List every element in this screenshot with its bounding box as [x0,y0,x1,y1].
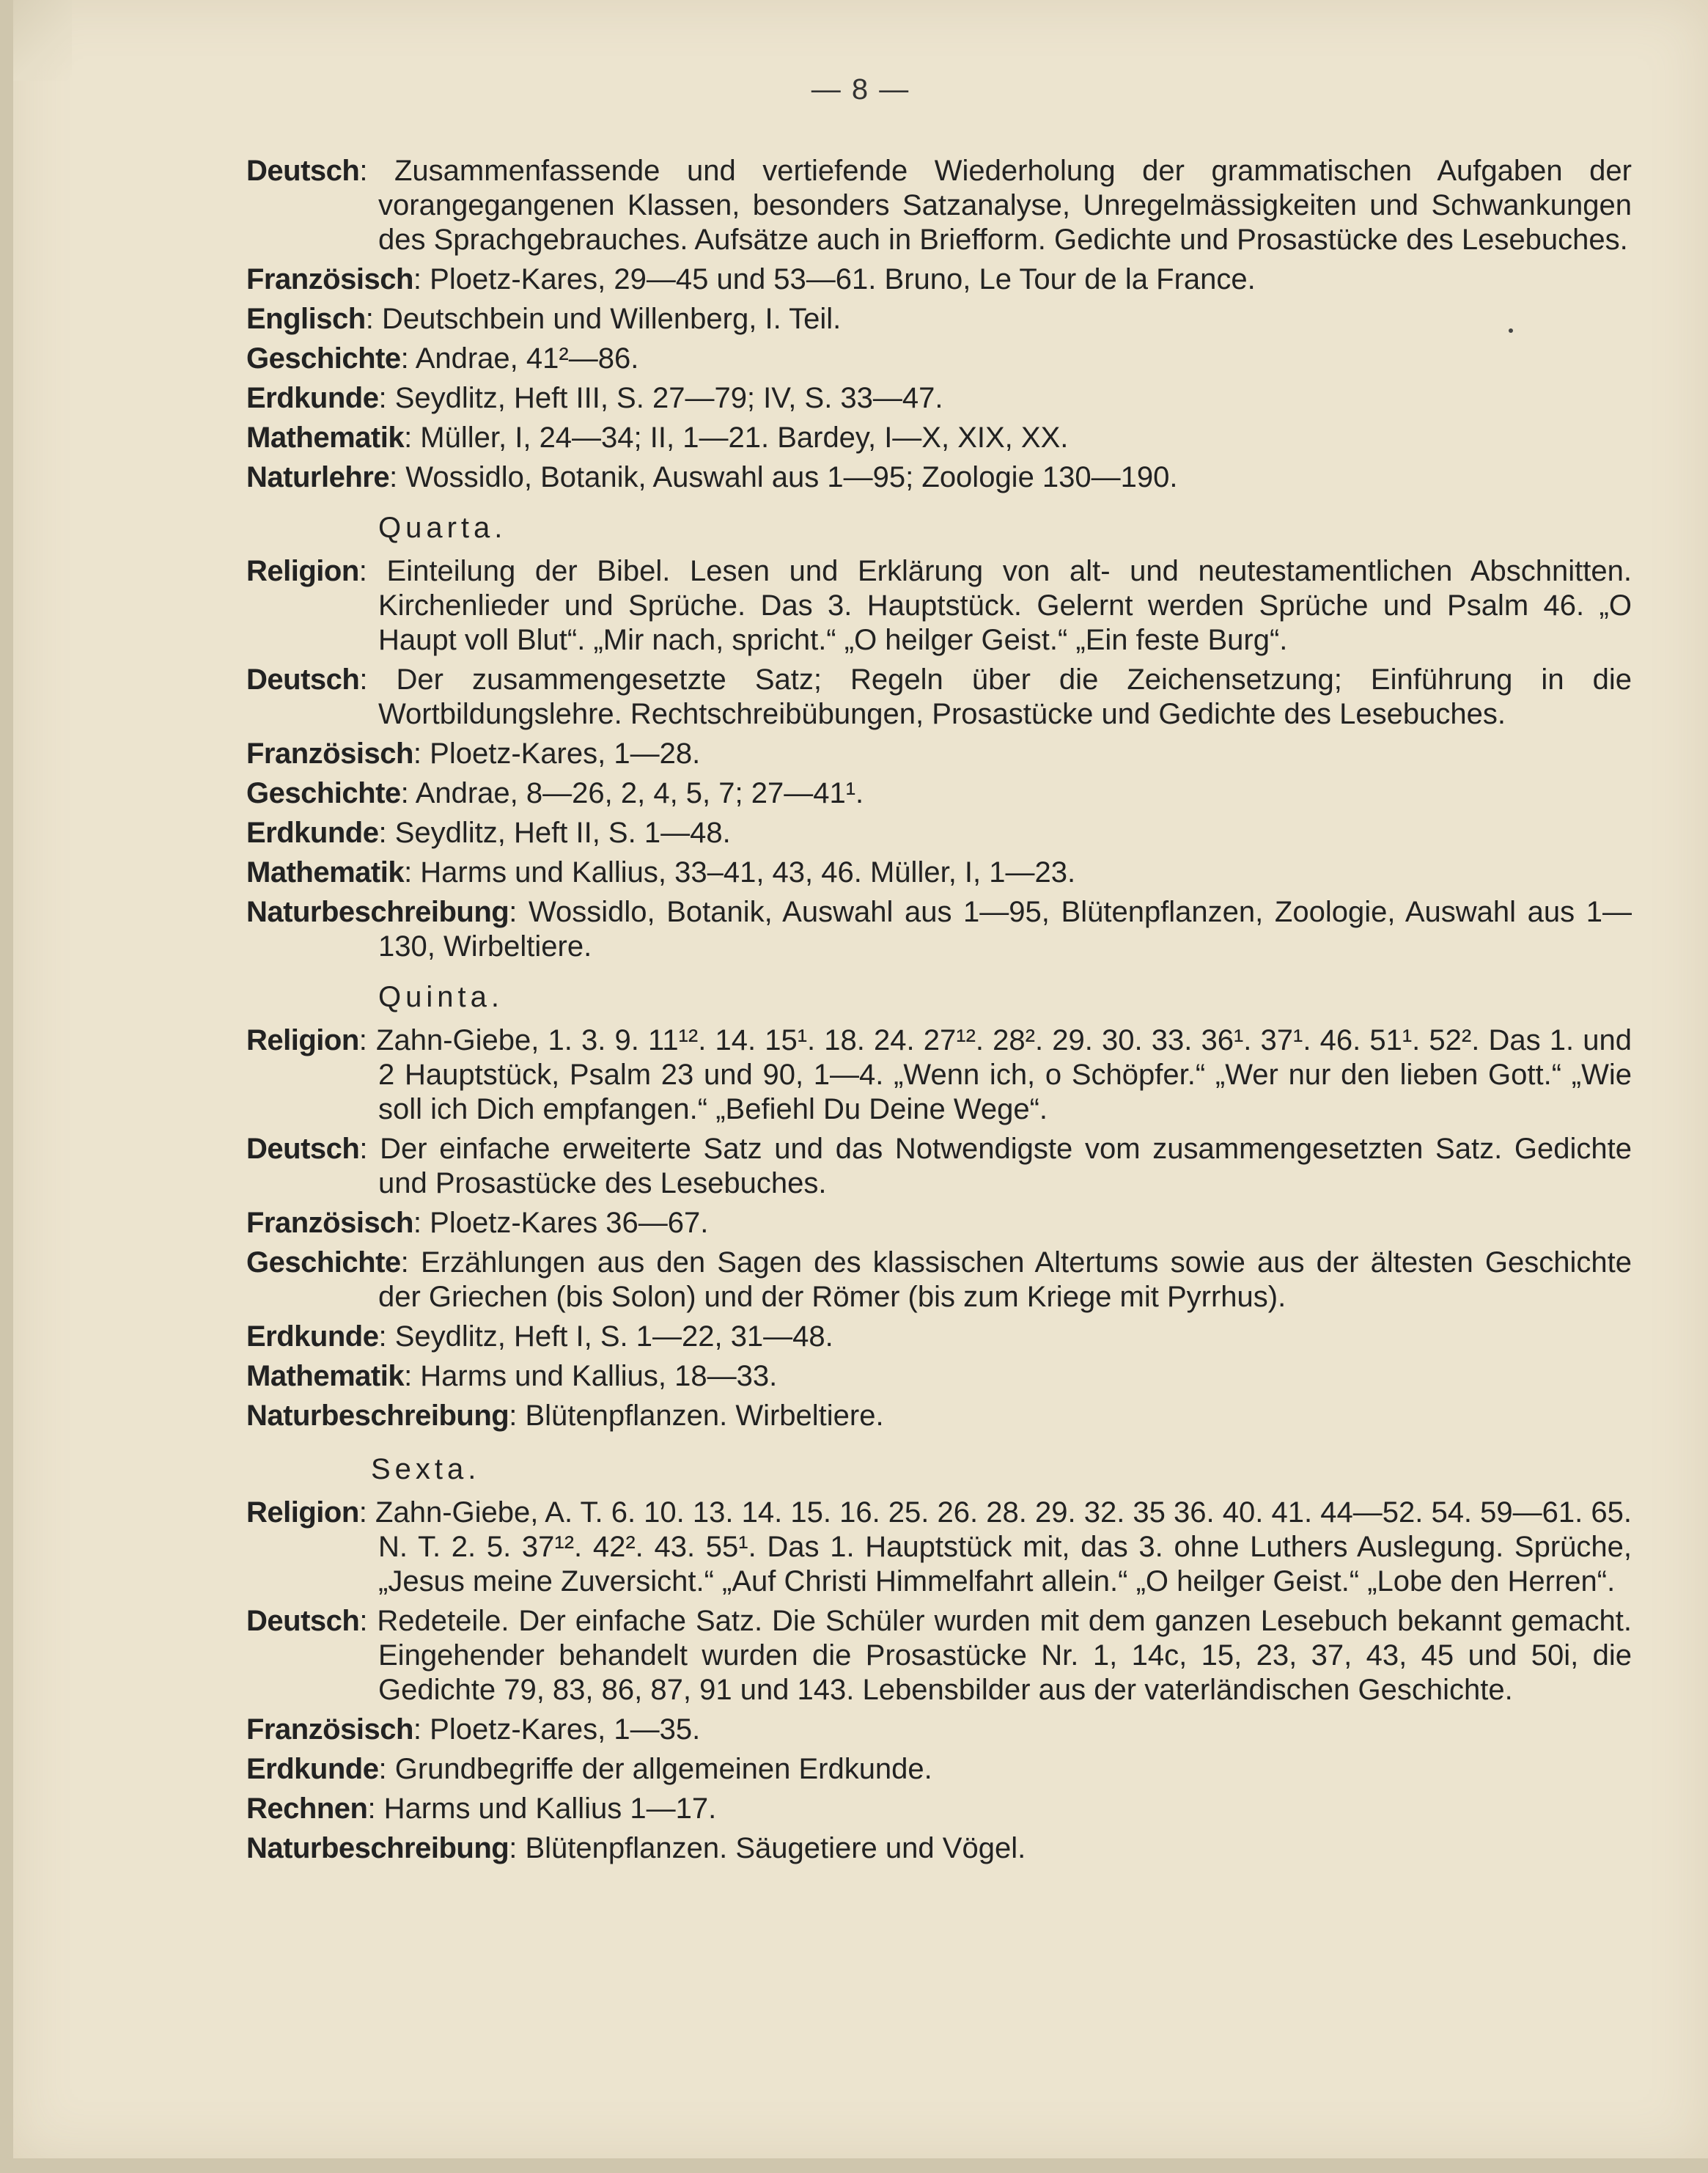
subject-description: Redeteile. Der einfache Satz. Die Schüler wurden mit dem ganzen Lesebuch bekannt gemacht. Eingehender behandelt wurden die Prosastücke Nr. 1, 14c, 15, 23, 37, 43, 45 und 50i, die Gedichte 79, 83, 86, 87, 91 und 143. Lebensbilder aus der vaterländischen Geschichte. [377,1605,1632,1706]
subject-description: Wossidlo, Botanik, Auswahl aus 1—95, Blütenpflanzen, Zoologie, Auswahl aus 1—130, Wirbeltiere. [378,896,1632,963]
subject-entry: Französisch: Ploetz-Kares 36—67. [246,1207,709,1239]
subject-entry: Mathematik: Harms und Kallius, 33–41, 43, 46. Müller, I, 1—23. [246,856,1076,889]
subject-entry: Erdkunde: Seydlitz, Heft III, S. 27—79; IV, S. 33—47. [246,382,943,414]
subject-entry: Erdkunde: Seydlitz, Heft II, S. 1—48. [246,817,731,849]
subject-description: Blütenpflanzen. Wirbeltiere. [525,1400,884,1432]
curriculum-text [246,154,1632,1871]
subject-description: Ploetz-Kares, 1—28. [430,738,701,770]
subject-entry: Naturbeschreibung: Blütenpflanzen. Säugetiere und Vögel. [246,1832,1026,1864]
subject-label: Erdkunde [246,817,379,849]
subject-description: Wossidlo, Botanik, Auswahl aus 1—95; Zoologie 130—190. [405,461,1178,493]
subject-entry: Mathematik: Müller, I, 24—34; II, 1—21. Bardey, I—X, XIX, XX. [246,422,1069,454]
subject-description: Harms und Kallius, 33–41, 43, 46. Müller, I, 1—23. [420,856,1076,889]
subject-label: Geschichte [246,342,401,375]
subject-entry: Naturlehre: Wossidlo, Botanik, Auswahl aus 1—95; Zoologie 130—190. [246,461,1178,493]
subject-description: Seydlitz, Heft I, S. 1—22, 31—48. [394,1320,833,1353]
subject-description: Erzählungen aus den Sagen des klassischen Altertums sowie aus der ältesten Geschichte der Griechen (bis Solon) und der Römer (bis zum Kriege mit Pyrrhus). [378,1246,1632,1313]
page-number: — 8 — [811,73,910,106]
subject-entry: Französisch: Ploetz-Kares, 1—28. [246,738,701,770]
subject-label: Naturbeschreibung [246,896,509,928]
subject-label: Erdkunde [246,1753,379,1785]
subject-label: Mathematik [246,856,405,889]
subject-description: Zusammenfassende und vertiefende Wiederholung der grammatischen Aufgaben der vorangegangenen Klassen, besonders Satzanalyse, Unregelmässigkeiten und Schwankungen des Sprachgebrauches. Aufsätze auch in Briefform. Gedichte und Prosastücke des Lesebuches. [378,155,1632,256]
subject-label: Deutsch [246,663,360,696]
subject-description: Blütenpflanzen. Säugetiere und Vögel. [525,1832,1026,1864]
subject-entry: Deutsch: Zusammenfassende und vertiefende Wiederholung der grammatischen Aufgaben der vorangegangenen Klassen, besonders Satzanalyse, Unregelmässigkeiten und Schwankungen des Sprachgebrauches. Aufsätze auch in Briefform. Gedichte und Prosastücke des Lesebuches. [246,155,1632,256]
subject-description: Grundbegriffe der allgemeinen Erdkunde. [394,1753,932,1785]
subject-label: Mathematik [246,422,405,454]
subject-description: Ploetz-Kares, 29—45 und 53—61. Bruno, Le Tour de la France. [430,263,1256,295]
subject-entry: Religion: Zahn-Giebe, A. T. 6. 10. 13. 14. 15. 16. 25. 26. 28. 29. 32. 35 36. 40. 41. 44—52. 54. 59—61. 65. N. T. 2. 5. 37¹². 42². 43. 55¹. Das 1. Hauptstück mit, das 3. ohne Luthers Auslegung. Sprüche, „Jesus meine Zuversicht.“ „Auf Christi Himmelfahrt allein.“ „O heilger Geist.“ „Lobe den Herren“. [246,1496,1632,1597]
subject-label: Französisch [246,738,413,770]
subject-description: Seydlitz, Heft II, S. 1—48. [394,817,731,849]
subject-entry: Geschichte: Andrae, 8—26, 2, 4, 5, 7; 27—41¹. [246,777,864,809]
class-heading: Sexta. [371,1453,481,1485]
subject-entry: Naturbeschreibung: Wossidlo, Botanik, Auswahl aus 1—95, Blütenpflanzen, Zoologie, Auswahl aus 1—130, Wirbeltiere. [246,896,1632,963]
subject-description: Seydlitz, Heft III, S. 27—79; IV, S. 33—47. [394,382,943,414]
subject-entry: Französisch: Ploetz-Kares, 1—35. [246,1713,701,1746]
subject-entry: Deutsch: Redeteile. Der einfache Satz. Die Schüler wurden mit dem ganzen Lesebuch bekannt gemacht. Eingehender behandelt wurden die Prosastücke Nr. 1, 14c, 15, 23, 37, 43, 45 und 50i, die Gedichte 79, 83, 86, 87, 91 und 143. Lebensbilder aus der vaterländischen Geschichte. [246,1605,1632,1706]
subject-label: Mathematik [246,1360,405,1392]
subject-label: Naturbeschreibung [246,1832,509,1864]
subject-description: Harms und Kallius 1—17. [383,1793,717,1825]
subject-entry: Deutsch: Der zusammengesetzte Satz; Regeln über die Zeichensetzung; Einführung in die Wortbildungslehre. Rechtschreibübungen, Prosastücke und Gedichte des Lesebuches. [246,663,1632,730]
class-heading: Quinta. [378,981,504,1013]
subject-entry: Erdkunde: Seydlitz, Heft I, S. 1—22, 31—48. [246,1320,833,1353]
subject-description: Andrae, 41²—86. [415,342,639,375]
subject-label: Religion [246,555,359,587]
subject-entry: Naturbeschreibung: Blütenpflanzen. Wirbeltiere. [246,1400,884,1432]
subject-entry: Religion: Einteilung der Bibel. Lesen und Erklärung von alt- und neutestamentlichen Abschnitten. Kirchenlieder und Sprüche. Das 3. Hauptstück. Gelernt werden Sprüche und Psalm 46. „O Haupt voll Blut“. „Mir nach, spricht.“ „O heilger Geist.“ „Ein feste Burg“. [246,555,1632,656]
subject-entry: Geschichte: Andrae, 41²—86. [246,342,639,375]
subject-label: Englisch [246,303,366,335]
subject-entry: Französisch: Ploetz-Kares, 29—45 und 53—61. Bruno, Le Tour de la France. [246,263,1256,295]
subject-label: Deutsch [246,1133,360,1165]
subject-description: Der einfache erweiterte Satz und das Notwendigste vom zusammengesetzten Satz. Gedichte und Prosastücke des Lesebuches. [378,1133,1632,1199]
subject-label: Französisch [246,1713,413,1746]
document-page [13,0,1708,2158]
subject-label: Französisch [246,1207,413,1239]
subject-description: Müller, I, 24—34; II, 1—21. Bardey, I—X, XIX, XX. [420,422,1069,454]
class-heading: Quarta. [378,512,507,544]
subject-description: Der zusammengesetzte Satz; Regeln über die Zeichensetzung; Einführung in die Wortbildungslehre. Rechtschreibübungen, Prosastücke und Gedichte des Lesebuches. [378,663,1632,730]
subject-label: Religion [246,1496,359,1529]
subject-label: Erdkunde [246,1320,379,1353]
subject-label: Französisch [246,263,413,295]
subject-entry: Mathematik: Harms und Kallius, 18—33. [246,1360,778,1392]
subject-label: Religion [246,1024,359,1056]
subject-entry: Geschichte: Erzählungen aus den Sagen des klassischen Altertums sowie aus der ältesten Geschichte der Griechen (bis Solon) und der Römer (bis zum Kriege mit Pyrrhus). [246,1246,1632,1313]
subject-entry: Religion: Zahn-Giebe, 1. 3. 9. 11¹². 14. 15¹. 18. 24. 27¹². 28². 29. 30. 33. 36¹. 37¹. 46. 51¹. 52². Das 1. und 2 Hauptstück, Psalm 23 und 90, 1—4. „Wenn ich, o Schöpfer.“ „Wer nur den lieben Gott.“ „Wie soll ich Dich empfangen.“ „Befiehl Du Deine Wege“. [246,1024,1632,1125]
subject-description: Andrae, 8—26, 2, 4, 5, 7; 27—41¹. [415,777,864,809]
subject-label: Deutsch [246,1605,360,1637]
subject-description: Deutschbein und Willenberg, I. Teil. [381,303,842,335]
subject-label: Geschichte [246,777,401,809]
subject-label: Naturbeschreibung [246,1400,509,1432]
subject-label: Geschichte [246,1246,401,1279]
subject-label: Erdkunde [246,382,379,414]
subject-entry: Erdkunde: Grundbegriffe der allgemeinen Erdkunde. [246,1753,932,1785]
subject-label: Naturlehre [246,461,390,493]
subject-description: Harms und Kallius, 18—33. [420,1360,778,1392]
page-fold-corner [13,0,72,81]
subject-description: Einteilung der Bibel. Lesen und Erklärung von alt- und neutestamentlichen Abschnitten. Kirchenlieder und Sprüche. Das 3. Hauptstück. Gelernt werden Sprüche und Psalm 46. „O Haupt voll Blut“. „Mir nach, spricht.“ „O heilger Geist.“ „Ein feste Burg“. [378,555,1632,656]
subject-description: Ploetz-Kares, 1—35. [430,1713,701,1746]
subject-entry: Rechnen: Harms und Kallius 1—17. [246,1793,717,1825]
subject-description: Ploetz-Kares 36—67. [430,1207,709,1239]
subject-description: Zahn-Giebe, 1. 3. 9. 11¹². 14. 15¹. 18. 24. 27¹². 28². 29. 30. 33. 36¹. 37¹. 46. 51¹. 52². Das 1. und 2 Hauptstück, Psalm 23 und 90, 1—4. „Wenn ich, o Schöpfer.“ „Wer nur den lieben Gott.“ „Wie soll ich Dich empfangen.“ „Befiehl Du Deine Wege“. [376,1024,1632,1125]
subject-description: Zahn-Giebe, A. T. 6. 10. 13. 14. 15. 16. 25. 26. 28. 29. 32. 35 36. 40. 41. 44—52. 54. 59—61. 65. N. T. 2. 5. 37¹². 42². 43. 55¹. Das 1. Hauptstück mit, das 3. ohne Luthers Auslegung. Sprüche, „Jesus meine Zuversicht.“ „Auf Christi Himmelfahrt allein.“ „O heilger Geist.“ „Lobe den Herren“. [375,1496,1632,1597]
subject-label: Deutsch [246,155,360,187]
subject-entry: Deutsch: Der einfache erweiterte Satz und das Notwendigste vom zusammengesetzten Satz. Gedichte und Prosastücke des Lesebuches. [246,1133,1632,1199]
subject-label: Rechnen [246,1793,368,1825]
subject-entry: Englisch: Deutschbein und Willenberg, I. Teil. [246,303,842,335]
